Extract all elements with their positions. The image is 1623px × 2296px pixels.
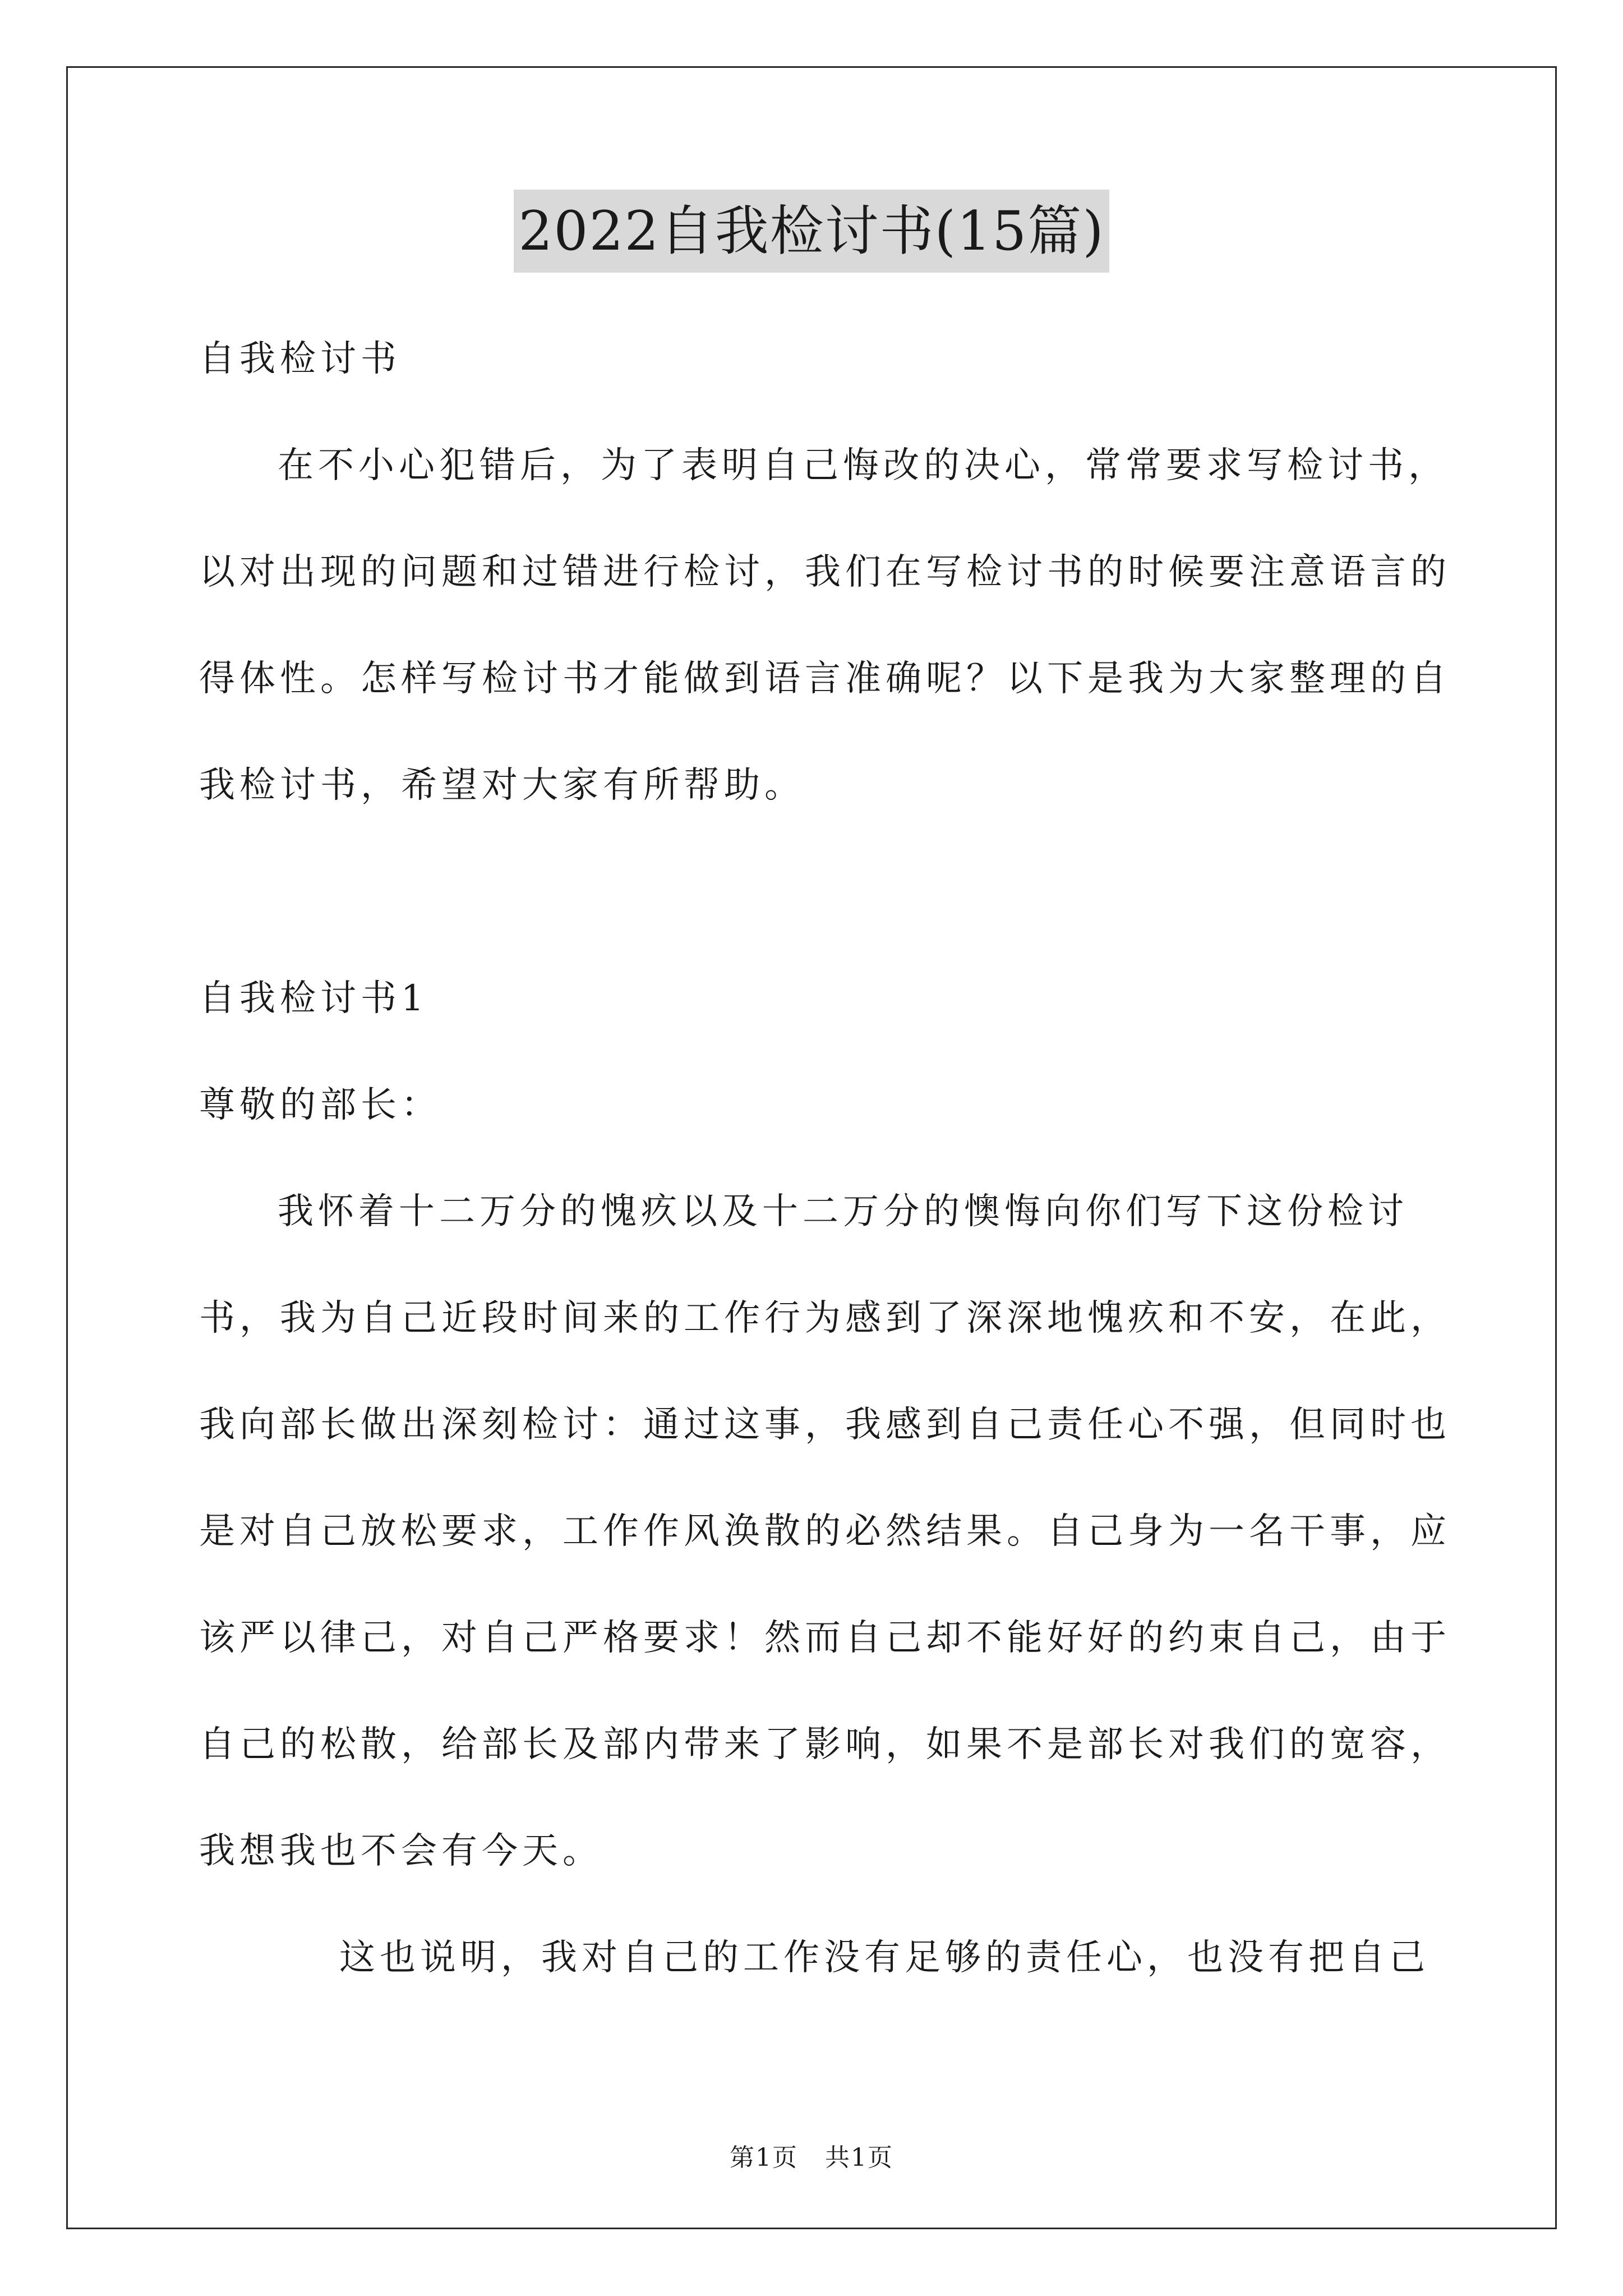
document-body bbox=[199, 306, 1455, 2011]
section-1-paragraph-1: 我怀着十二万分的愧疚以及十二万分的懊悔向你们写下这份检讨书，我为自己近段时间来的工作行为感到了深深地愧疚和不安，在此，我向部长做出深刻检讨：通过这事，我感到自己责任心不强，但同时也是对自己放松要求，工作作风涣散的必然结果。自己身为一名干事，应该严以律己，对自己严格要求！然而自己却不能好好的约束自己，由于自己的松散，给部长及部内带来了影响，如果不是部长对我们的宽容，我想我也不会有今天。 bbox=[199, 1191, 1451, 1872]
salutation: 尊敬的部长： bbox=[199, 1084, 441, 1126]
section-1-paragraph-2: 这也说明，我对自己的工作没有足够的责任心，也没有把自己 bbox=[339, 1937, 1430, 1978]
intro-paragraph: 在不小心犯错后，为了表明自己悔改的决心，常常要求写检讨书，以对出现的问题和过错进行检讨，我们在写检讨书的时候要注意语言的得体性。怎样写检讨书才能做到语言准确呢？以下是我为大家整理的自我检讨书，希望对大家有所帮助。 bbox=[199, 445, 1451, 806]
title-container bbox=[0, 190, 1623, 273]
section-spacer bbox=[199, 839, 1455, 945]
section-1-heading: 自我检讨书1 bbox=[199, 978, 428, 1019]
document-title: 2022自我检讨书(15篇) bbox=[514, 190, 1109, 273]
page-number-current: 第1页 bbox=[730, 2143, 798, 2172]
page-footer bbox=[0, 2137, 1623, 2173]
intro-heading: 自我检讨书 bbox=[199, 338, 401, 380]
page-number-total: 共1页 bbox=[825, 2143, 893, 2172]
